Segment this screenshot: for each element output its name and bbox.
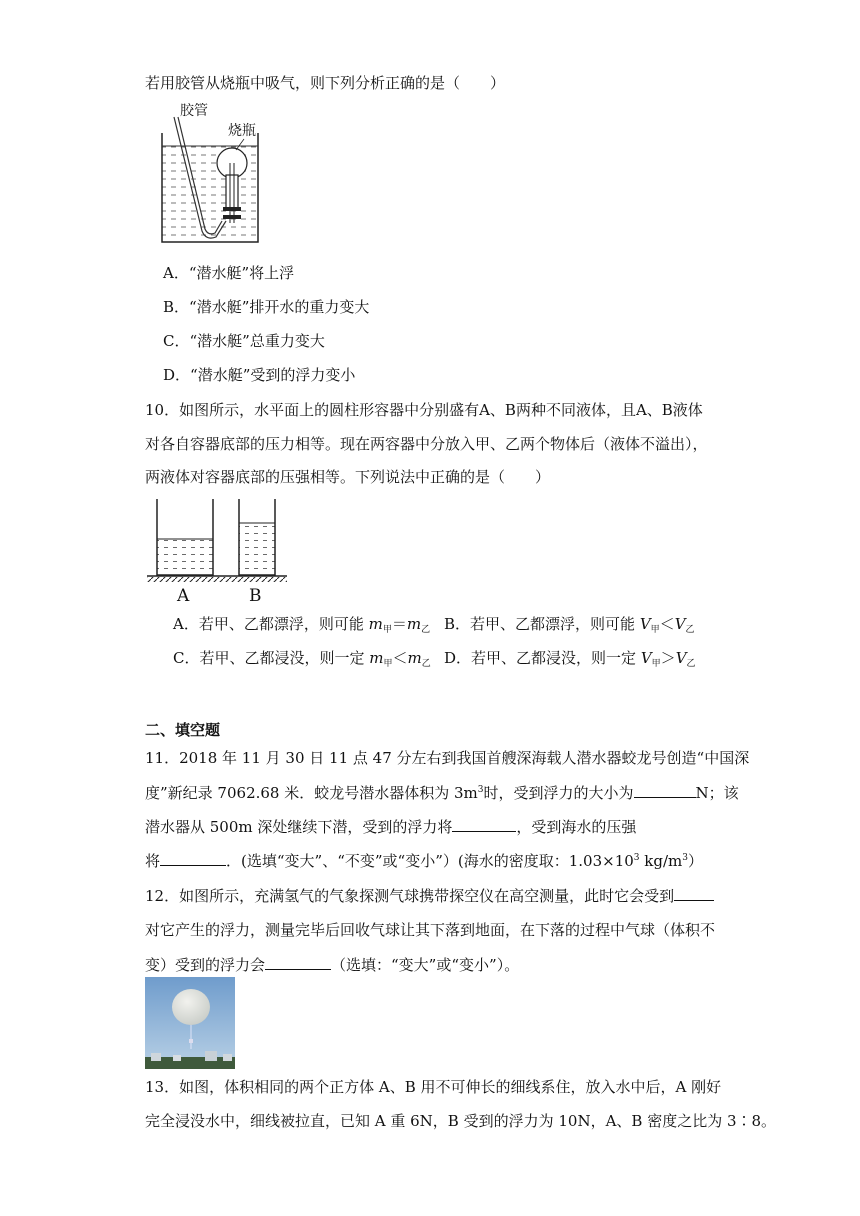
container-b-label: B: [249, 586, 262, 606]
two-containers-figure: [145, 495, 295, 607]
q12-line-3: 变）受到的浮力会 （选填：“变大”或“变小”）。: [145, 956, 520, 974]
flask-label: 烧瓶: [228, 123, 256, 139]
q9-option-d: D．“潜水艇”受到的浮力变小: [163, 366, 356, 384]
q9-option-a: A．“潜水艇”将上浮: [163, 264, 295, 282]
answer-blank[interactable]: [674, 886, 714, 901]
tube-label: 胶管: [180, 103, 208, 119]
q11-line-3: 潜水器从 500m 深处继续下潜，受到的浮力将 ，受到海水的压强: [145, 818, 637, 836]
q9-stem: 若用胶管从烧瓶中吸气，则下列分析正确的是（ ）: [145, 74, 506, 92]
flask-submarine-figure: [150, 103, 266, 245]
answer-blank[interactable]: [634, 783, 696, 798]
q10-line-1: 10．如图所示，水平面上的圆柱形容器中分别盛有A、B两种不同液体，且A、B液体: [145, 401, 703, 419]
section-heading: 二、填空题: [145, 721, 221, 739]
container-a-label: A: [177, 586, 190, 606]
q10-option-b: B．若甲、乙都漂浮，则可能 $V_甲<V_乙$: [444, 615, 695, 635]
q10-option-c: C．若甲、乙都浸没，则一定 $m_甲<m_乙$: [173, 649, 431, 669]
q13-line-2: 完全浸没水中，细线被拉直，已知 A 重 6N，B 受到的浮力为 10N，A、B 密度之比为 3∶8。: [145, 1112, 777, 1130]
q10-line-2: 对各自容器底部的压力相等。现在两容器中分放入甲、乙两个物体后（液体不溢出），: [145, 435, 708, 453]
weather-balloon-photo: [145, 977, 235, 1069]
answer-blank[interactable]: [160, 851, 226, 866]
q13-line-1: 13．如图，体积相同的两个正方体 A、B 用不可伸长的细线系住，放入水中后，A 刚好: [145, 1078, 722, 1096]
q11-line-4: 将 ．(选填“变大”、“不变”或“变小”）(海水的密度取：$1.03\times 10^3$ $kg/m^3$）: [145, 852, 704, 870]
q10-option-d: D．若甲、乙都浸没，则一定 $V_甲>V_乙$: [444, 649, 696, 669]
q9-option-c: C．“潜水艇”总重力变大: [163, 332, 325, 350]
q12-line-2: 对它产生的浮力，测量完毕后回收气球让其下落到地面，在下落的过程中气球（体积不: [145, 921, 716, 939]
answer-blank[interactable]: [452, 817, 516, 832]
q12-line-1: 12．如图所示，充满氢气的气象探测气球携带探空仪在高空测量，此时它会受到: [145, 886, 714, 906]
q11-line-2: 度”新纪录 7062.68 米．蛟龙号潜水器体积为 $3m^3$时，受到浮力的大小为 N；该: [145, 784, 739, 802]
q10-line-3: 两液体对容器底部的压强相等。下列说法中正确的是（ ）: [145, 468, 551, 486]
answer-blank[interactable]: [265, 955, 331, 970]
q10-option-a: A．若甲、乙都漂浮，则可能 $m_甲=m_乙$: [173, 615, 431, 635]
q11-line-1: 11．2018 年 11 月 30 日 11 点 47 分左右到我国首艘深海载人潜水器蛟龙号创造“中国深: [145, 749, 750, 767]
q9-option-b: B．“潜水艇”排开水的重力变大: [163, 298, 370, 316]
